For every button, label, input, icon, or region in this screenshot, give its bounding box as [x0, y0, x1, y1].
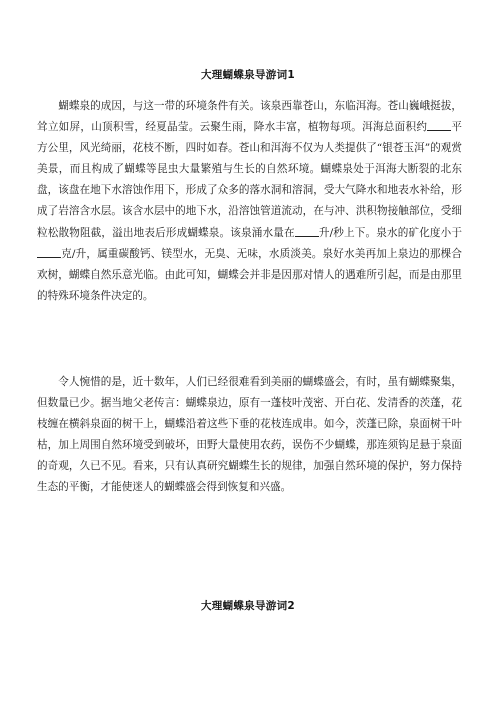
- paragraph-1-text-d: 克/升，属重碳酸钙、镁型水，无臭、无味，水质淡美。泉好水美再加上泉边的那棵合欢树，蝴蝶自然乐意光临。由此可知，蝴蝶会并非是因那对情人的遇难所引起，而是由那里的特殊环境条件决定的。: [37, 247, 462, 302]
- document-title-1: 大理蝴蝶泉导游词1: [200, 69, 295, 81]
- paragraph-1-text-b: 平方公里，风光绮丽，花枝不断，四时如春。苍山和洱海不仅为人类提供了“银苍玉洱”的观赏美景，而且构成了蝴蝶等昆虫大量繁殖与生长的自然环境。蝴蝶泉处于洱海大断裂的北东盘，该盘在地下水溶蚀作用下，形成了众多的落水洞和溶洞，受大气降水和地表水补给，形成了岩溶含水层。该含水层中的地下水，沿溶蚀管道流动，在与冲、洪积物接触部位，受细粒松散物阻截，溢出地表后形成蝴蝶泉。该泉涌水量在: [37, 121, 463, 239]
- fill-blank-area: [427, 119, 451, 131]
- fill-blank-flow: [295, 225, 319, 237]
- fill-blank-mineral: [37, 246, 61, 258]
- paragraph-1-text-a: 蝴蝶泉的成因，与这一带的环境条件有关。该泉西靠苍山，东临洱海。苍山巍峨挺拔，耸立如屏，山顶积雪，经夏晶莹。云聚生雨，降水丰富，植物每项。洱海总面积约: [37, 100, 462, 134]
- paragraph-1-text-c: 升/秒上下。泉水的矿化度小于: [318, 226, 462, 239]
- document-title-2: 大理蝴蝶泉导游词2: [200, 600, 295, 612]
- paragraph-2: 令人惋惜的是，近十数年，人们已经很难看到美丽的蝴蝶盛会，有时，虽有蝴蝶聚集，但数量已少。据当地父老传言：蝴蝶泉边，原有一蓬枝叶茂密、开白花、发清香的茨蓬，花枝缠在横斜泉面的树干上，蝴蝶沿着这些下垂的花枝连成串。如今，茨蓬已除，泉面树干叶枯，加上周围自然环境受到破坏，田野大量使用农药，误伤不少蝴蝶，那连须钩足悬于泉面的奇观，久已不见。看来，只有认真研究蝴蝶生长的规律，加强自然环境的保护，努力保持生态的平衡，才能使迷人的蝴蝶盛会得到恢复和兴盛。: [37, 376, 462, 494]
- paragraph-1: [37, 96, 462, 307]
